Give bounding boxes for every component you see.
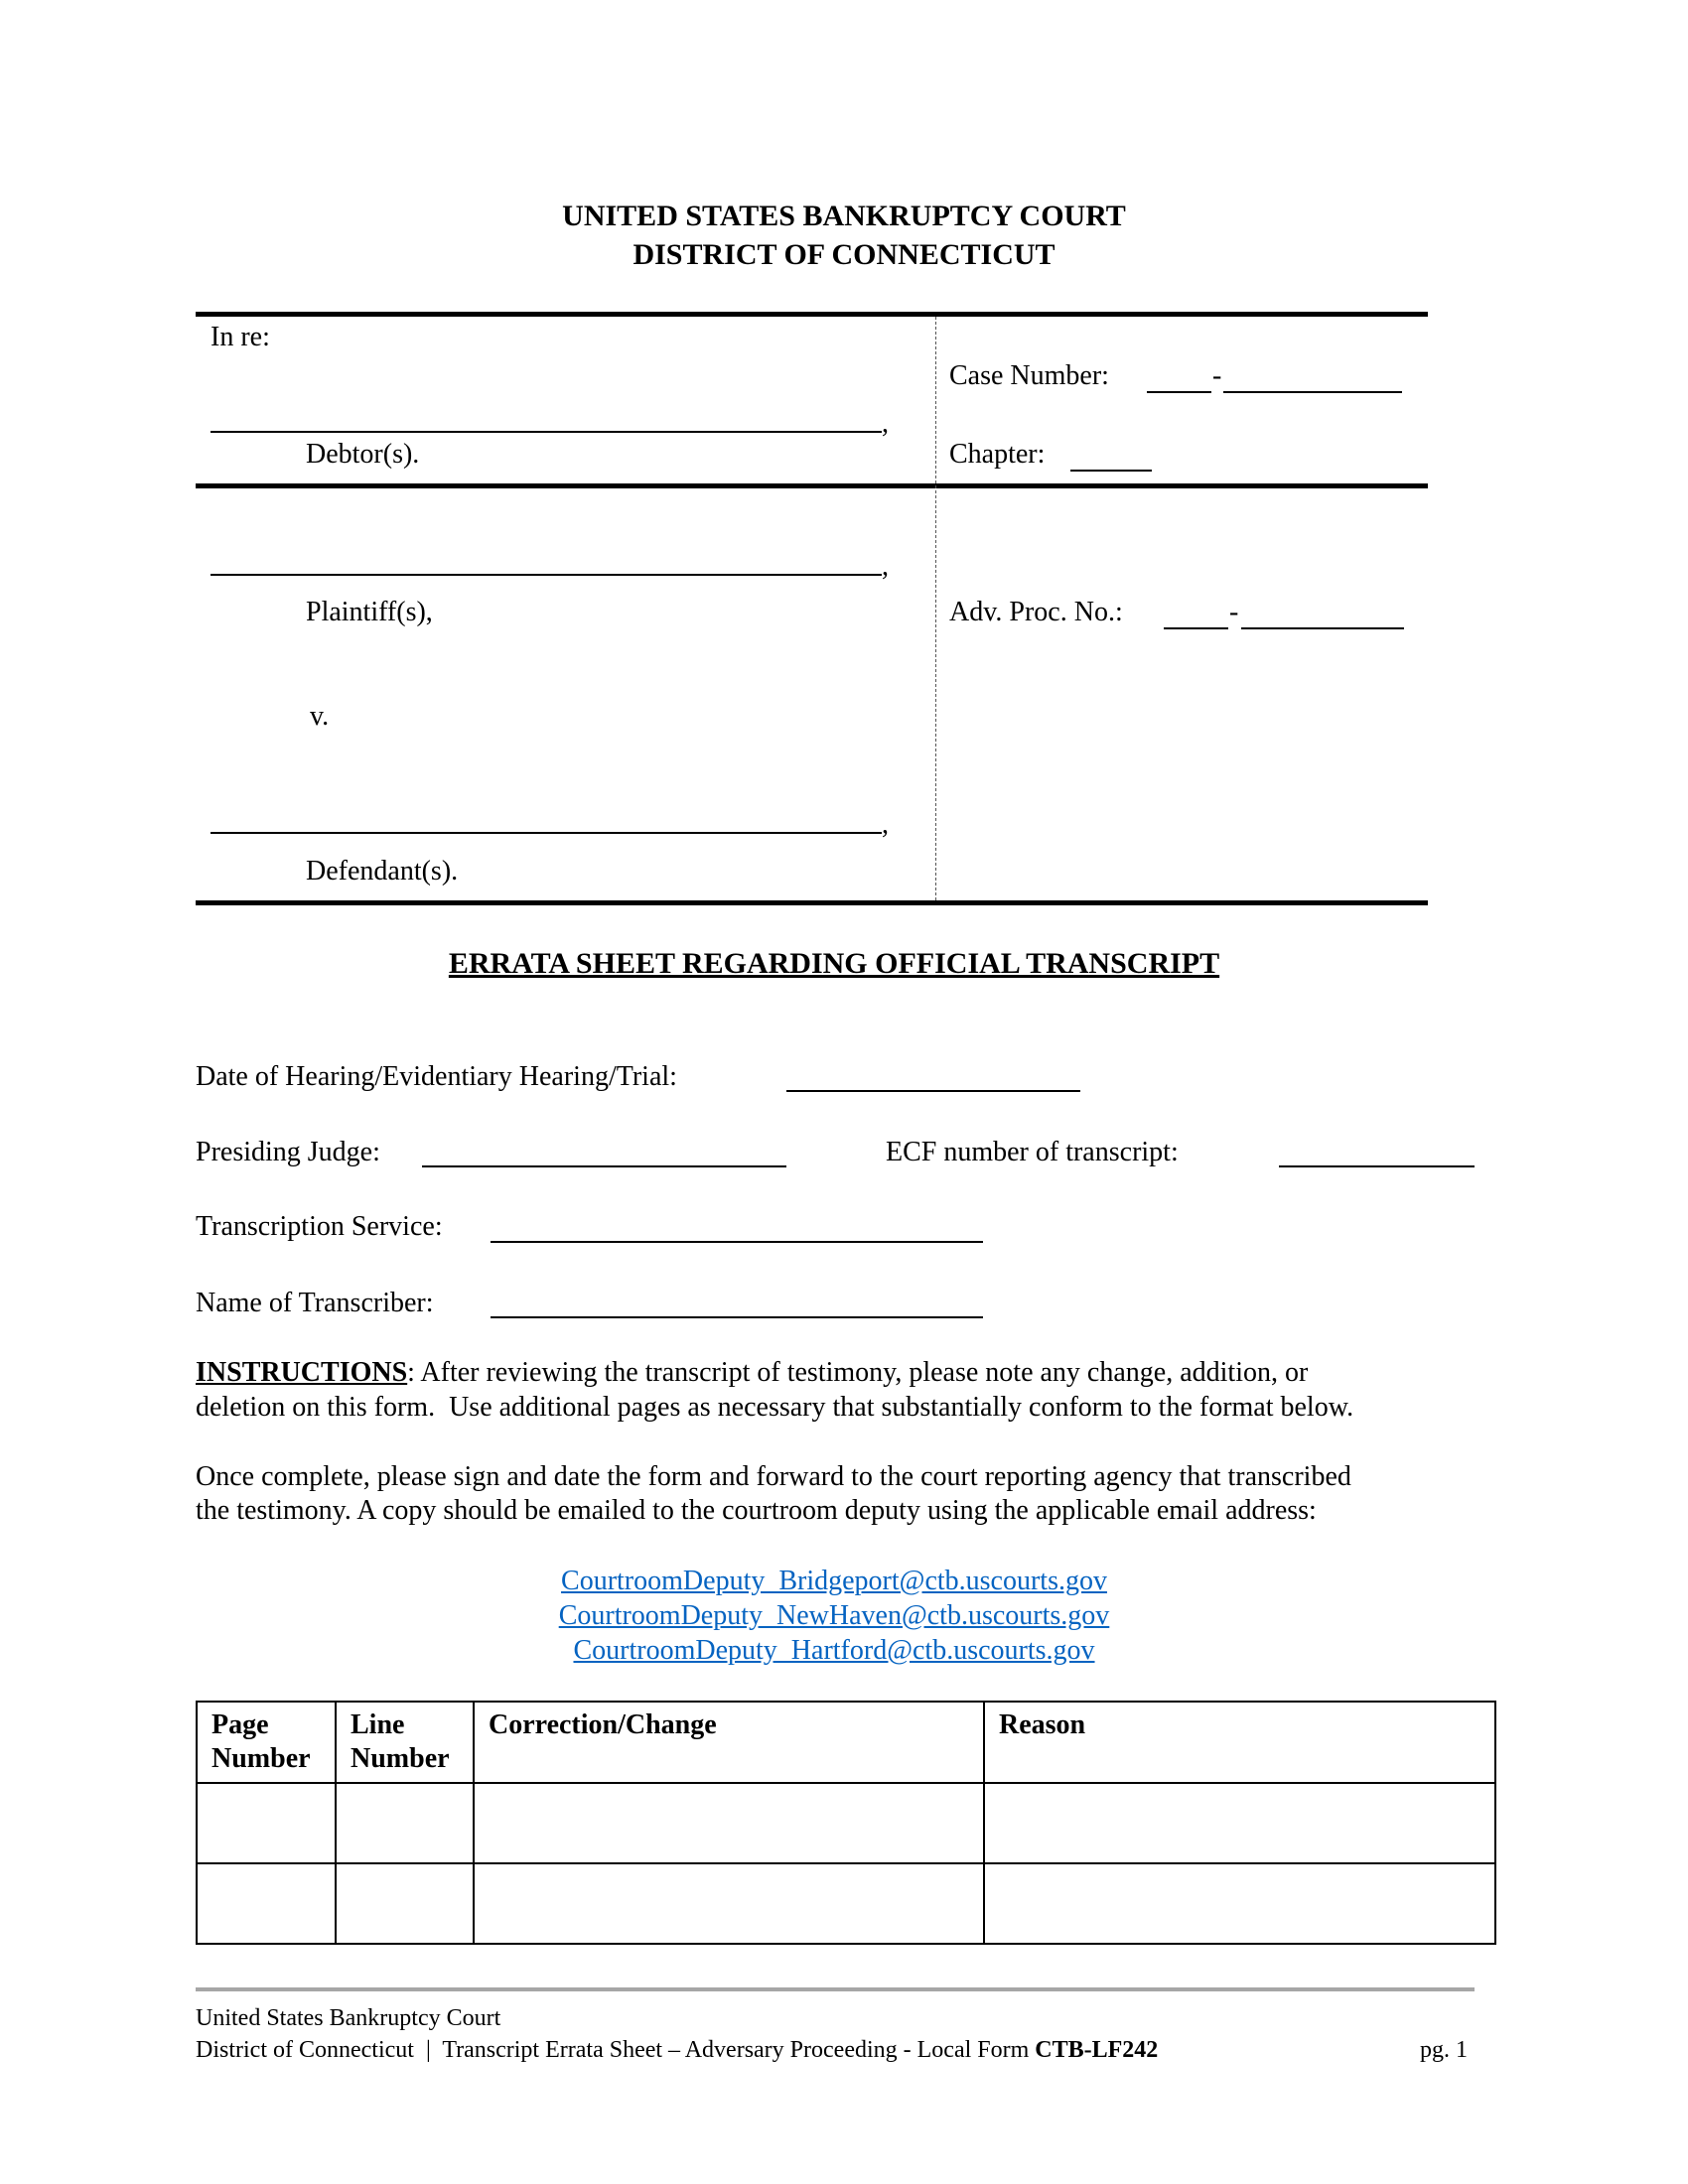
plaintiff-label: Plaintiff(s), xyxy=(306,597,433,627)
table-row xyxy=(197,1783,1495,1863)
adv-proc-number-field[interactable] xyxy=(1241,627,1404,629)
instructions-line-4: the testimony. A copy should be emailed to the courtroom deputy using the applicable email address: xyxy=(196,1495,1317,1526)
adv-proc-year-field[interactable] xyxy=(1164,627,1228,629)
comma: , xyxy=(882,408,889,439)
date-of-hearing-label: Date of Hearing/Evidentiary Hearing/Trial: xyxy=(196,1061,677,1092)
header-text: Number xyxy=(351,1743,450,1774)
header-text: Page xyxy=(211,1709,269,1740)
caption-middle-rule xyxy=(196,483,1428,488)
footer-form-description: District of Connecticut | Transcript Errata Sheet – Adversary Proceeding - Local Form xyxy=(196,2037,1036,2063)
reason-cell[interactable] xyxy=(984,1783,1495,1863)
footer-rule xyxy=(196,1987,1475,1991)
in-re-label: In re: xyxy=(211,322,270,352)
header-line-number xyxy=(336,1702,474,1783)
case-number-label: Case Number: xyxy=(949,360,1109,391)
chapter-label: Chapter: xyxy=(949,439,1046,470)
form-title: ERRATA SHEET REGARDING OFFICIAL TRANSCRIPT xyxy=(448,947,1220,980)
correction-cell[interactable] xyxy=(474,1863,984,1944)
date-of-hearing-field[interactable] xyxy=(786,1090,1080,1092)
caption-divider xyxy=(935,317,936,900)
line-number-cell[interactable] xyxy=(336,1783,474,1863)
district-name: DISTRICT OF CONNECTICUT xyxy=(633,238,1055,271)
header-text: Number xyxy=(211,1743,311,1774)
reason-cell[interactable] xyxy=(984,1863,1495,1944)
plaintiff-name-field[interactable] xyxy=(211,574,882,576)
header-reason: Reason xyxy=(984,1702,1495,1783)
presiding-judge-label: Presiding Judge: xyxy=(196,1137,380,1167)
page-number-cell[interactable] xyxy=(197,1783,336,1863)
footer-court: United States Bankruptcy Court xyxy=(196,2005,501,2031)
page-number-cell[interactable] xyxy=(197,1863,336,1944)
instructions-text: : After reviewing the transcript of testimony, please note any change, addition, or xyxy=(407,1357,1309,1388)
instructions-line-2: deletion on this form. Use additional pages as necessary that substantially conform to the format below. xyxy=(196,1392,1354,1423)
header-page-number xyxy=(197,1702,336,1783)
caption-bottom-rule xyxy=(196,900,1428,905)
page-number: pg. 1 xyxy=(1420,2037,1468,2063)
transcriber-name-label: Name of Transcriber: xyxy=(196,1288,434,1318)
instructions-line-3: Once complete, please sign and date the form and forward to the court reporting agency that transcribed xyxy=(196,1461,1351,1492)
email-link-bridgeport[interactable]: CourtroomDeputy_Bridgeport@ctb.uscourts.gov xyxy=(561,1566,1107,1596)
transcription-service-field[interactable] xyxy=(491,1241,983,1243)
defendant-name-field[interactable] xyxy=(211,832,882,834)
comma: , xyxy=(882,809,889,840)
instructions-heading: INSTRUCTIONS xyxy=(196,1357,408,1388)
footer-form-number: CTB-LF242 xyxy=(1035,2037,1159,2063)
debtor-name-field[interactable] xyxy=(211,431,882,433)
transcription-service-label: Transcription Service: xyxy=(196,1211,443,1242)
email-link-hartford[interactable]: CourtroomDeputy_Hartford@ctb.uscourts.gov xyxy=(573,1635,1095,1666)
email-link-newhaven[interactable]: CourtroomDeputy_NewHaven@ctb.uscourts.gov xyxy=(558,1600,1110,1631)
table-header-row xyxy=(197,1702,1495,1783)
ecf-number-label: ECF number of transcript: xyxy=(886,1137,1179,1167)
instructions-line-1 xyxy=(196,1359,1308,1387)
table-row xyxy=(197,1863,1495,1944)
ecf-number-field[interactable] xyxy=(1279,1165,1475,1167)
defendant-label: Defendant(s). xyxy=(306,856,459,887)
case-number-year-field[interactable] xyxy=(1147,391,1211,393)
chapter-field[interactable] xyxy=(1070,470,1152,472)
line-number-cell[interactable] xyxy=(336,1863,474,1944)
correction-cell[interactable] xyxy=(474,1783,984,1863)
adv-proc-label: Adv. Proc. No.: xyxy=(949,597,1123,627)
header-text: Line xyxy=(351,1709,405,1740)
presiding-judge-field[interactable] xyxy=(422,1165,786,1167)
dash: - xyxy=(1212,360,1222,391)
transcriber-name-field[interactable] xyxy=(491,1316,983,1318)
dash: - xyxy=(1229,597,1239,627)
debtor-label: Debtor(s). xyxy=(306,439,420,470)
comma: , xyxy=(882,551,889,582)
header-correction: Correction/Change xyxy=(474,1702,984,1783)
case-number-field[interactable] xyxy=(1223,391,1402,393)
court-name: UNITED STATES BANKRUPTCY COURT xyxy=(562,200,1126,232)
caption-top-rule xyxy=(196,312,1428,317)
errata-table xyxy=(196,1701,1496,1945)
versus-label: v. xyxy=(310,701,330,732)
footer-form-info xyxy=(196,2038,1158,2062)
